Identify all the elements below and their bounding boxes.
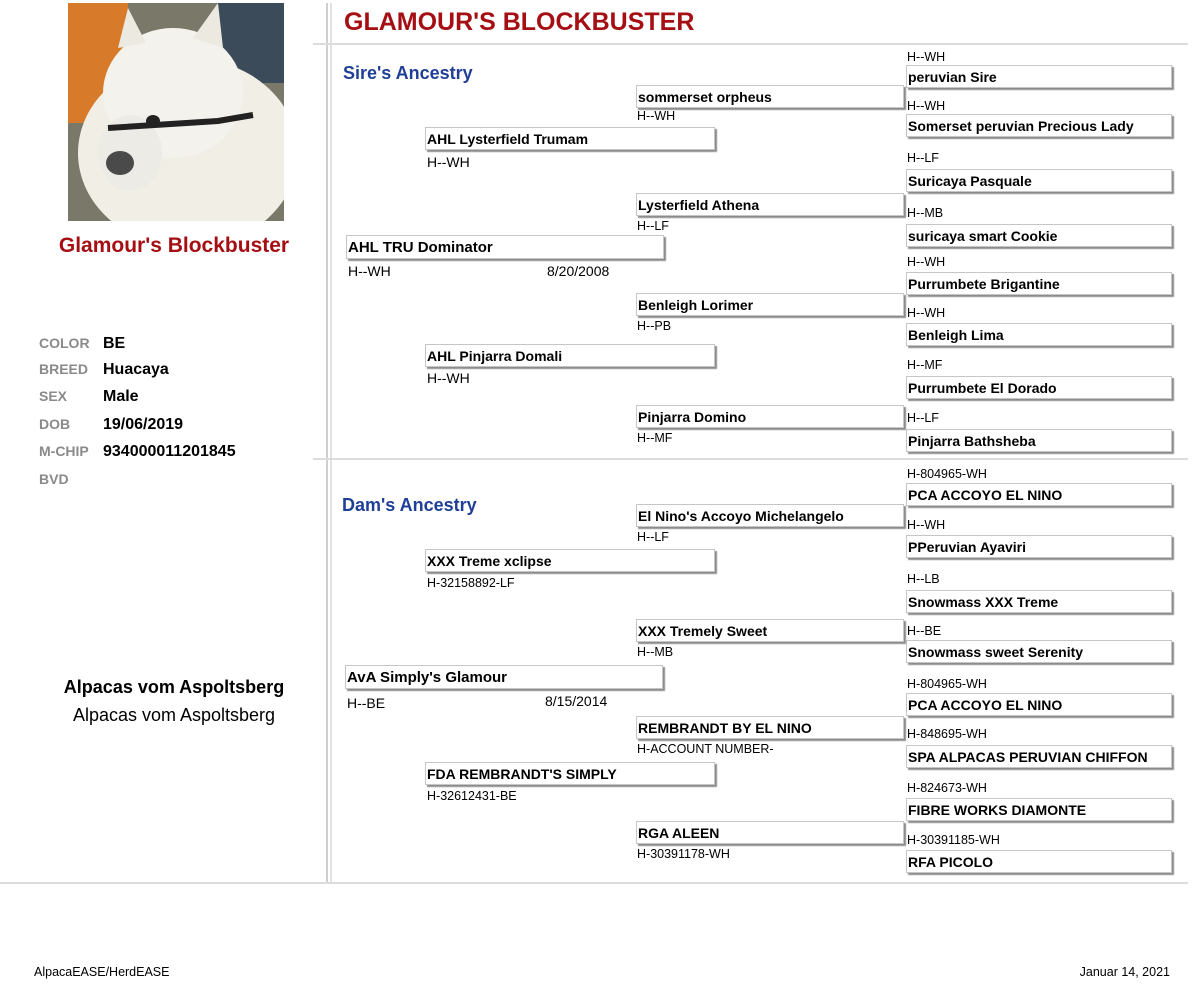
ancestor-reg: H--MB xyxy=(907,206,944,220)
ancestor-box[interactable]: Lysterfield Athena xyxy=(636,193,904,216)
attr-label-color: COLOR xyxy=(39,335,90,351)
farm-name-bold: Alpacas vom Aspoltsberg xyxy=(63,677,285,697)
divider-sections xyxy=(313,458,1188,460)
ancestor-reg: H--WH xyxy=(907,518,946,532)
ancestor-reg: H-32158892-LF xyxy=(427,576,515,590)
ancestor-box[interactable]: REMBRANDT BY EL NINO xyxy=(636,716,904,739)
ancestor-box[interactable]: XXX Tremely Sweet xyxy=(636,619,904,642)
ancestor-box[interactable]: Suricaya Pasquale xyxy=(906,169,1172,192)
attr-value-dob: 19/06/2019 xyxy=(103,416,184,433)
ancestor-box[interactable]: Snowmass XXX Treme xyxy=(906,590,1172,613)
ancestor-reg: H--WH xyxy=(907,255,946,269)
ancestor-box[interactable]: RGA ALEEN xyxy=(636,821,904,844)
sire-date: 8/20/2008 xyxy=(547,263,610,279)
ancestor-box[interactable]: sommerset orpheus xyxy=(636,85,904,108)
ancestor-box[interactable]: AHL Lysterfield Trumam xyxy=(425,127,715,150)
ancestor-reg: H--MF xyxy=(637,431,673,445)
ancestor-reg: H--MF xyxy=(907,358,943,372)
ancestor-box[interactable]: Somerset peruvian Precious Lady xyxy=(906,114,1172,137)
attr-label-breed: BREED xyxy=(39,361,89,377)
divider-vertical xyxy=(326,3,328,883)
ancestor-reg: H-30391178-WH xyxy=(637,847,730,861)
attr-label-mchip: M-CHIP xyxy=(39,443,89,459)
ancestor-reg: H-804965-WH xyxy=(907,677,987,691)
ancestor-box[interactable]: FDA REMBRANDT'S SIMPLY xyxy=(425,762,715,785)
ancestor-box[interactable]: SPA ALPACAS PERUVIAN CHIFFON xyxy=(906,745,1172,768)
divider-title xyxy=(313,43,1188,45)
attr-value-breed: Huacaya xyxy=(103,361,169,378)
ancestor-reg: H--LF xyxy=(637,219,669,233)
ancestor-box[interactable]: PCA ACCOYO EL NINO xyxy=(906,483,1172,506)
ancestor-box[interactable]: Purrumbete El Dorado xyxy=(906,376,1172,399)
ancestor-reg: H--LF xyxy=(637,530,669,544)
ancestor-box[interactable]: RFA PICOLO xyxy=(906,850,1172,873)
ancestor-reg: H--WH xyxy=(907,99,946,113)
ancestor-box[interactable]: Snowmass sweet Serenity xyxy=(906,640,1172,663)
ancestor-box[interactable]: Pinjarra Domino xyxy=(636,405,904,428)
sire-reg: H--WH xyxy=(348,263,391,279)
ancestor-reg: H--WH xyxy=(427,154,470,170)
attr-value-sex: Male xyxy=(103,388,139,405)
footer-date: Januar 14, 2021 xyxy=(1079,965,1170,979)
ancestor-reg: H--LF xyxy=(907,411,939,425)
ancestor-box[interactable]: XXX Treme xclipse xyxy=(425,549,715,572)
farm-name: Alpacas vom Aspoltsberg xyxy=(72,705,276,725)
ancestor-reg: H-30391185-WH xyxy=(907,833,1000,847)
ancestor-reg: H--MB xyxy=(637,645,674,659)
divider-vertical-inner xyxy=(330,3,332,883)
ancestor-reg: H--WH xyxy=(907,306,946,320)
page-title: GLAMOUR'S BLOCKBUSTER xyxy=(344,8,695,36)
attr-label-dob: DOB xyxy=(39,416,71,432)
ancestor-reg: H-804965-WH xyxy=(907,467,987,481)
ancestor-box[interactable]: Benleigh Lima xyxy=(906,323,1172,346)
ancestor-reg: H-32612431-BE xyxy=(427,789,517,803)
ancestor-box[interactable]: Benleigh Lorimer xyxy=(636,293,904,316)
alpaca-photo xyxy=(68,3,284,221)
dam-box[interactable]: AvA Simply's Glamour xyxy=(345,665,663,689)
ancestor-reg: H--WH xyxy=(427,370,470,386)
animal-name: Glamour's Blockbuster xyxy=(58,234,290,257)
ancestor-reg: H-ACCOUNT NUMBER- xyxy=(637,742,774,756)
ancestor-box[interactable]: peruvian Sire xyxy=(906,65,1172,88)
ancestor-box[interactable]: PPeruvian Ayaviri xyxy=(906,535,1172,558)
sire-section-heading: Sire's Ancestry xyxy=(343,63,473,83)
ancestor-reg: H-848695-WH xyxy=(907,727,987,741)
ancestor-box[interactable]: FIBRE WORKS DIAMONTE xyxy=(906,798,1172,821)
ancestor-reg: H--LB xyxy=(907,572,940,586)
sire-box[interactable]: AHL TRU Dominator xyxy=(346,235,664,259)
alpaca-photo-icon xyxy=(68,3,284,221)
ancestor-reg: H-824673-WH xyxy=(907,781,987,795)
ancestor-reg: H--BE xyxy=(907,624,942,638)
ancestor-reg: H--WH xyxy=(907,50,946,64)
ancestor-box[interactable]: suricaya smart Cookie xyxy=(906,224,1172,247)
footer-app-name: AlpacaEASE/HerdEASE xyxy=(34,965,170,979)
ancestor-box[interactable]: Pinjarra Bathsheba xyxy=(906,429,1172,452)
divider-bottom xyxy=(0,882,1188,884)
ancestor-box[interactable]: AHL Pinjarra Domali xyxy=(425,344,715,367)
dam-section-heading: Dam's Ancestry xyxy=(342,495,477,515)
attr-label-bvd: BVD xyxy=(39,471,69,487)
ancestor-box[interactable]: El Nino's Accoyo Michelangelo xyxy=(636,504,904,527)
attr-label-sex: SEX xyxy=(39,388,68,404)
ancestor-reg: H--PB xyxy=(637,319,672,333)
ancestor-box[interactable]: PCA ACCOYO EL NINO xyxy=(906,693,1172,716)
dam-reg: H--BE xyxy=(347,695,386,711)
ancestor-reg: H--LF xyxy=(907,151,939,165)
ancestor-box[interactable]: Purrumbete Brigantine xyxy=(906,272,1172,295)
dam-date: 8/15/2014 xyxy=(545,693,608,709)
ancestor-reg: H--WH xyxy=(637,109,676,123)
attr-value-color: BE xyxy=(103,335,126,352)
attr-value-mchip: 934000011201845 xyxy=(103,443,236,460)
